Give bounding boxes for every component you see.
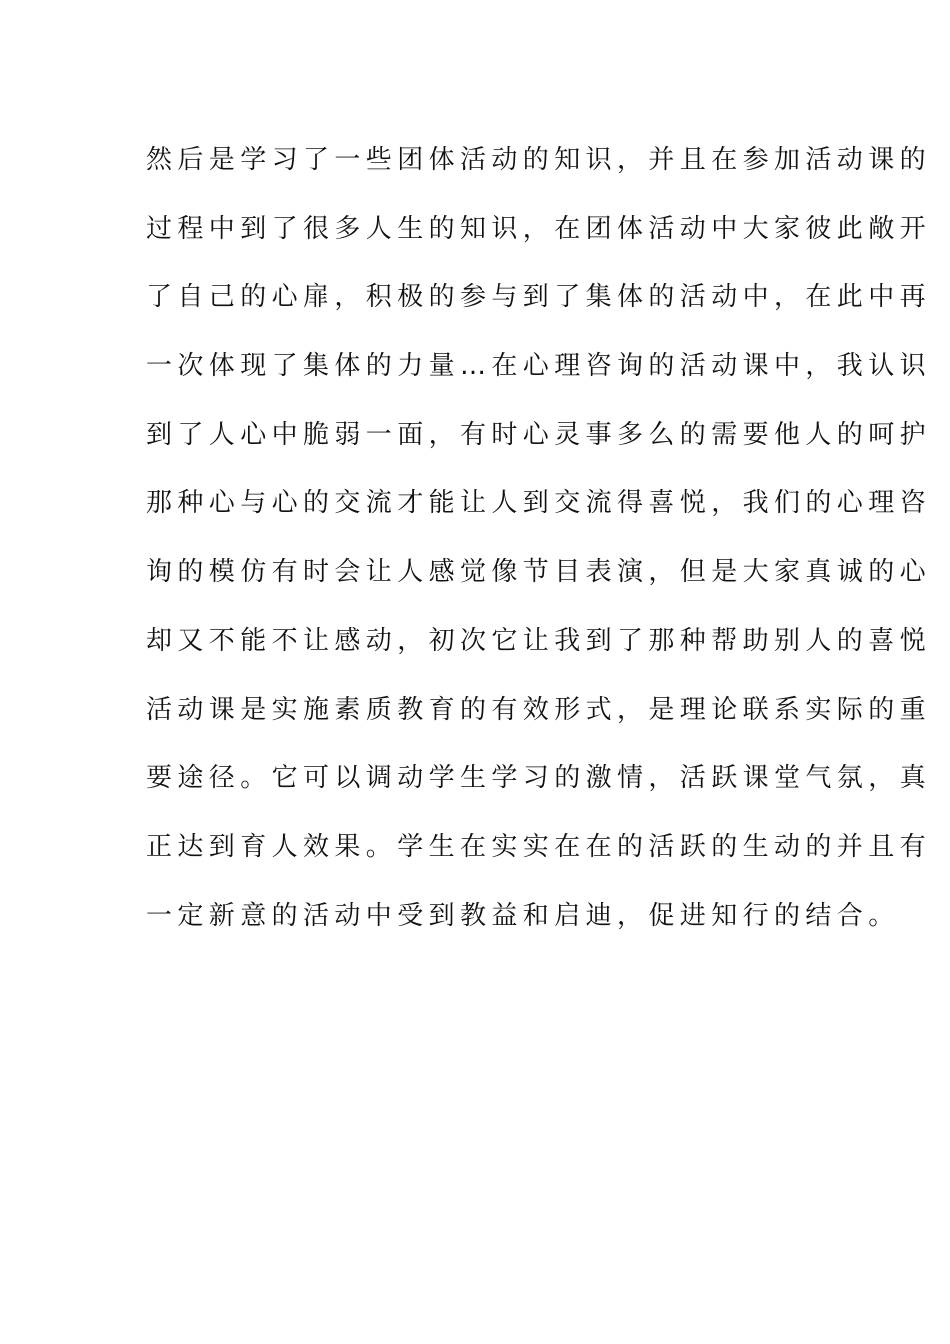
text-line: 一定新意的活动中受到教益和启迪，促进知行的结合。 — [146, 900, 900, 931]
text-line: 正达到育人效果。学生在实实在在的活跃的生动的并且有 — [146, 831, 932, 862]
text-line: 要途径。它可以调动学生学习的激情，活跃课堂气氛，真 — [146, 763, 932, 794]
text-line: 那种心与心的交流才能让人到交流得喜悦，我们的心理咨 — [146, 488, 932, 519]
text-line: 过程中到了很多人生的知识，在团体活动中大家彼此敞开 — [146, 213, 932, 244]
body-text — [146, 136, 932, 960]
text-line: 一次体现了集体的力量…在心理咨询的活动课中，我认识 — [146, 351, 932, 382]
text-line: 了自己的心扉，积极的参与到了集体的活动中，在此中再 — [146, 282, 932, 313]
text-line: 询的模仿有时会让人感觉像节目表演，但是大家真诚的心 — [146, 557, 932, 588]
text-line: 却又不能不让感动，初次它让我到了那种帮助别人的喜悦 — [146, 625, 932, 656]
text-line: 活动课是实施素质教育的有效形式，是理论联系实际的重 — [146, 694, 932, 725]
text-line: 然后是学习了一些团体活动的知识，并且在参加活动课的 — [146, 145, 932, 175]
text-line: 到了人心中脆弱一面，有时心灵事多么的需要他人的呵护 — [146, 419, 932, 450]
